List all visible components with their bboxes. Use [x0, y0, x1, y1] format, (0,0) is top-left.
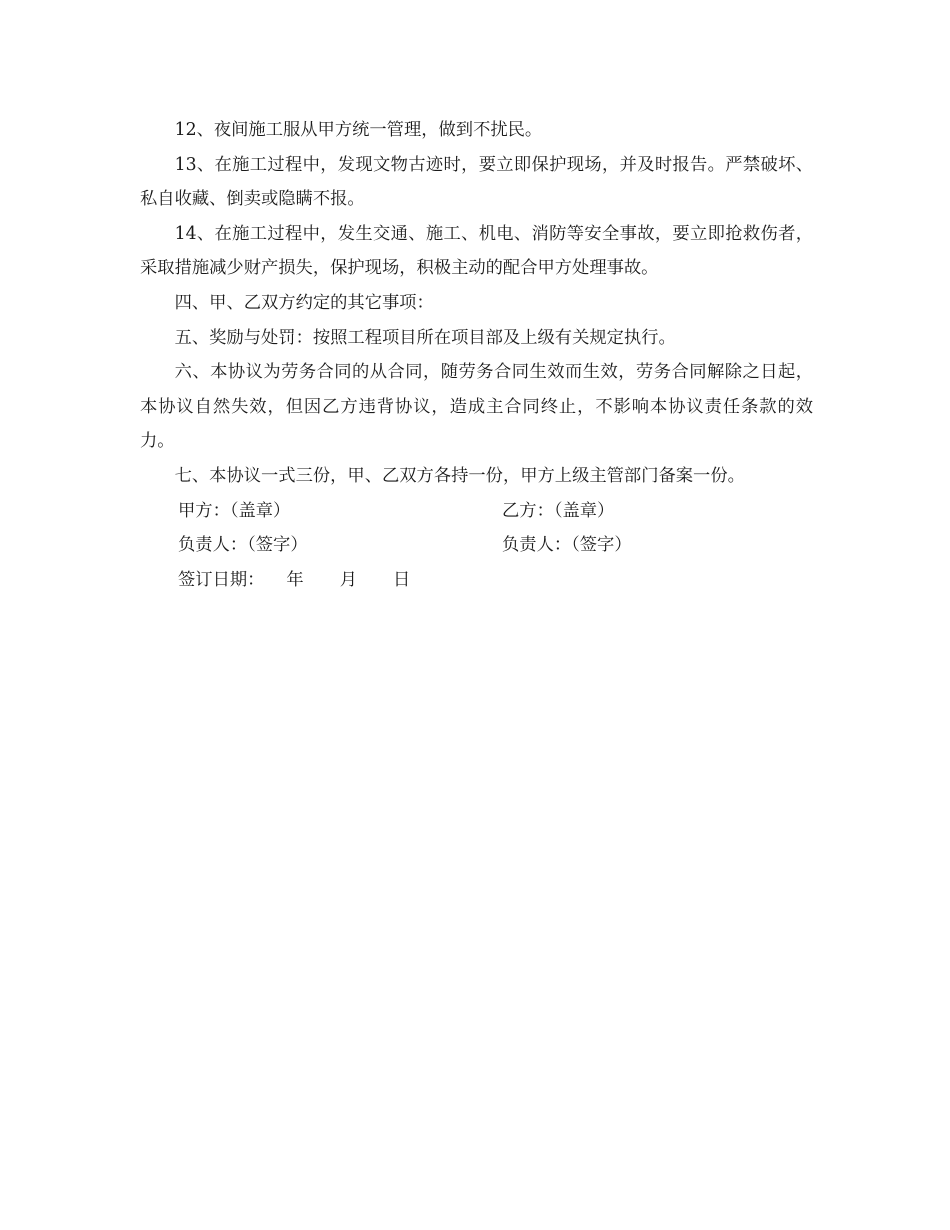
clause-14: 14、在施工过程中，发生交通、施工、机电、消防等安全事故，要立即抢救伤者，采取措施减少财产损失，保护现场，积极主动的配合甲方处理事故。 — [140, 223, 813, 279]
section-five: 五、奖励与处罚：按照工程项目所在项目部及上级有关规定执行。 — [174, 327, 676, 348]
clause-13: 13、在施工过程中，发现文物古迹时，要立即保护现场，并及时报告。严禁破坏、私自收藏、倒卖或隐瞒不报。 — [140, 154, 813, 210]
section-seven: 七、本协议一式三份，甲、乙双方各持一份，甲方上级主管部门备案一份。 — [174, 465, 745, 486]
signing-date-day: 日 — [393, 569, 411, 590]
section-six: 六、本协议为劳务合同的从合同，随劳务合同生效而生效，劳务合同解除之日起，本协议自然失效，但因乙方违背协议，造成主合同终止，不影响本协议责任条款的效力。 — [140, 362, 813, 452]
signing-date-label: 签订日期： — [178, 569, 265, 590]
party-b-signature: 负责人：（签字） — [502, 535, 632, 556]
seal-row — [140, 494, 813, 529]
party-a-signature: 负责人：（签字） — [178, 535, 308, 556]
document-body — [140, 113, 813, 597]
clause-12: 12、夜间施工服从甲方统一管理，做到不扰民。 — [174, 120, 543, 140]
signature-row — [140, 528, 813, 563]
signing-date-year: 年 — [286, 569, 304, 590]
party-b-seal: 乙方：（盖章） — [502, 500, 615, 521]
section-four: 四、甲、乙双方约定的其它事项： — [174, 292, 434, 313]
party-a-seal: 甲方：（盖章） — [178, 500, 291, 521]
signing-date — [140, 563, 813, 598]
signing-date-month: 月 — [339, 569, 358, 590]
